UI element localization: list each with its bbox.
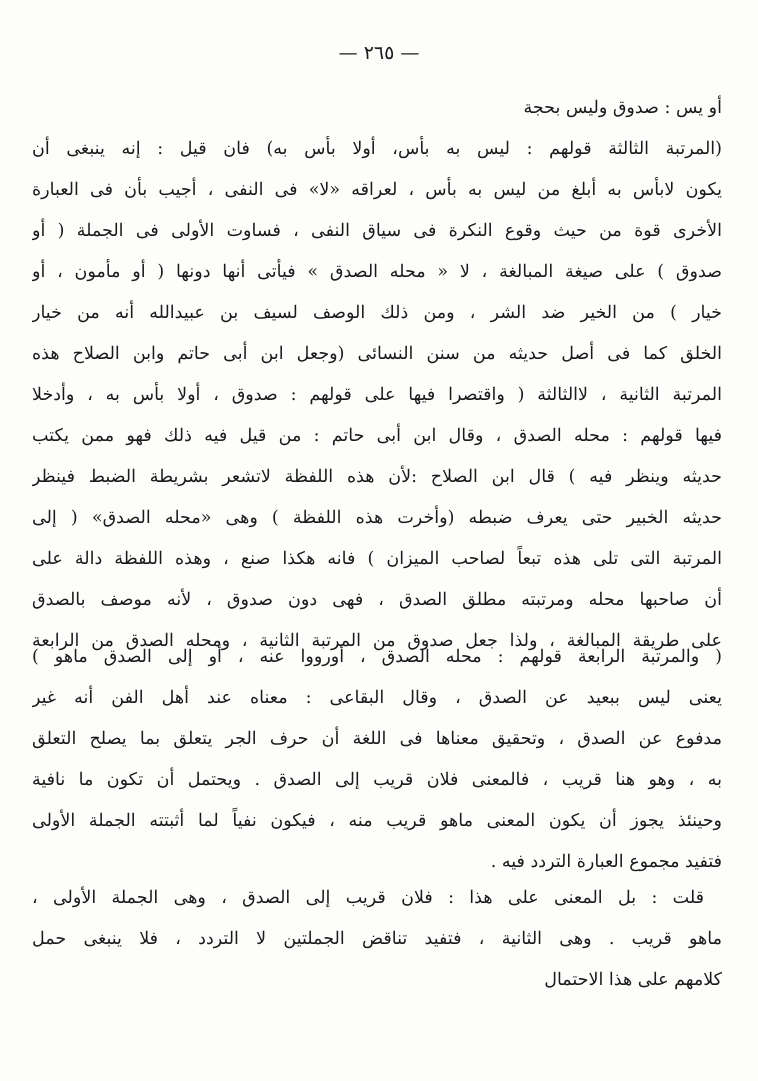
text-line: يكون لابأس به أبلغ من ليس به بأس ، لعراقه «لا» فى النفى ، أجيب بأن فى العبارة xyxy=(32,180,722,200)
text-line: أن صاحبها محله ومرتبته مطلق الصدق ، فهى دون صدوق ، لأنه موصف بالصدق xyxy=(32,590,722,610)
text-line: ماهو قريب . وهى الثانية ، فتفيد تناقض الجملتين لا التردد ، فلا ينبغى حمل xyxy=(32,929,722,949)
text-block-rank-four xyxy=(32,637,722,883)
text-line: حديثه الخبير حتى يعرف ضبطه (وأخرت هذه اللفظة ) وهى «محله الصدق» ( إلى xyxy=(32,508,722,528)
text-block-rank-three xyxy=(32,88,722,662)
text-line: خيار ) من الخير ضد الشر ، ومن ذلك الوصف لسيف بن عبيدالله أنه من خيار xyxy=(32,303,722,323)
text-line: الأخرى قوة من حيث وقوع النكرة فى سياق النفى ، فساوت الأولى فى الجملة ( أو xyxy=(32,221,722,241)
text-line: فتفيد مجموع العبارة التردد فيه . xyxy=(490,852,722,872)
text-line: حديثه وينظر فيه ) قال ابن الصلاح :لأن هذه اللفظة لاتشعر بشريطة الضبط فينظر xyxy=(32,467,722,487)
text-line: صدوق ) على صيغة المبالغة ، لا « محله الصدق » فيأتى أنها دونها ( أو مأمون ، أو xyxy=(32,262,722,282)
text-line: وحينئذ يجوز أن يكون المعنى ماهو قريب منه ، فيكون نفياً لما أثبتته الجملة الأولى xyxy=(32,811,722,831)
text-line: به ، وهو هنا قريب ، فالمعنى فلان قريب إلى الصدق . ويحتمل أن تكون ما نافية xyxy=(32,770,722,790)
text-line: المرتبة الثانية ، لاالثالثة ( واقتصرا فيها على قولهم : صدوق ، أولا بأس به ، وأدخلا xyxy=(32,385,722,405)
text-line: أو يس : صدوق وليس بحجة xyxy=(523,98,722,118)
text-line: الخلق كما فى أصل حديثه من سنن النسائى (وجعل ابن أبى حاتم وابن الصلاح هذه xyxy=(32,344,722,364)
page-number: — ٢٦٥ — xyxy=(338,42,420,64)
text-block-author-note xyxy=(32,878,722,1001)
text-line: (المرتبة الثالثة قولهم : ليس به بأس، أولا بأس به) فان قيل : إنه ينبغى أن xyxy=(32,139,722,159)
text-line: ( والمرتبة الرابعة قولهم : محله الصدق ، أورووا عنه ، أو إلى الصدق ماهو ) xyxy=(32,647,722,667)
text-line: مدفوع عن الصدق ، وتحقيق معناها فى اللغة أن حرف الجر يتعلق بما يصلح التعلق xyxy=(32,729,722,749)
text-line: على طريقة المبالغة ، ولذا جعل صدوق من المرتبة الثانية ، ومحله الصدق من الرابعة xyxy=(32,631,722,651)
text-line: فيها قولهم : محله الصدق ، وقال ابن أبى حاتم : من قيل فيه ذلك فهو ممن يكتب xyxy=(32,426,722,446)
text-line: المرتبة التى تلى هذه تبعاً لصاحب الميزان ) فانه هكذا صنع ، وهذه اللفظة دالة على xyxy=(32,549,722,569)
text-line: قلت : بل المعنى على هذا : فلان قريب إلى الصدق ، وهى الجملة الأولى ، xyxy=(32,888,704,908)
text-line: كلامهم على هذا الاحتمال xyxy=(544,970,722,990)
text-line: يعنى ليس ببعيد عن الصدق ، وقال البقاعى : معناه عند أهل الفن أنه غير xyxy=(32,688,722,708)
